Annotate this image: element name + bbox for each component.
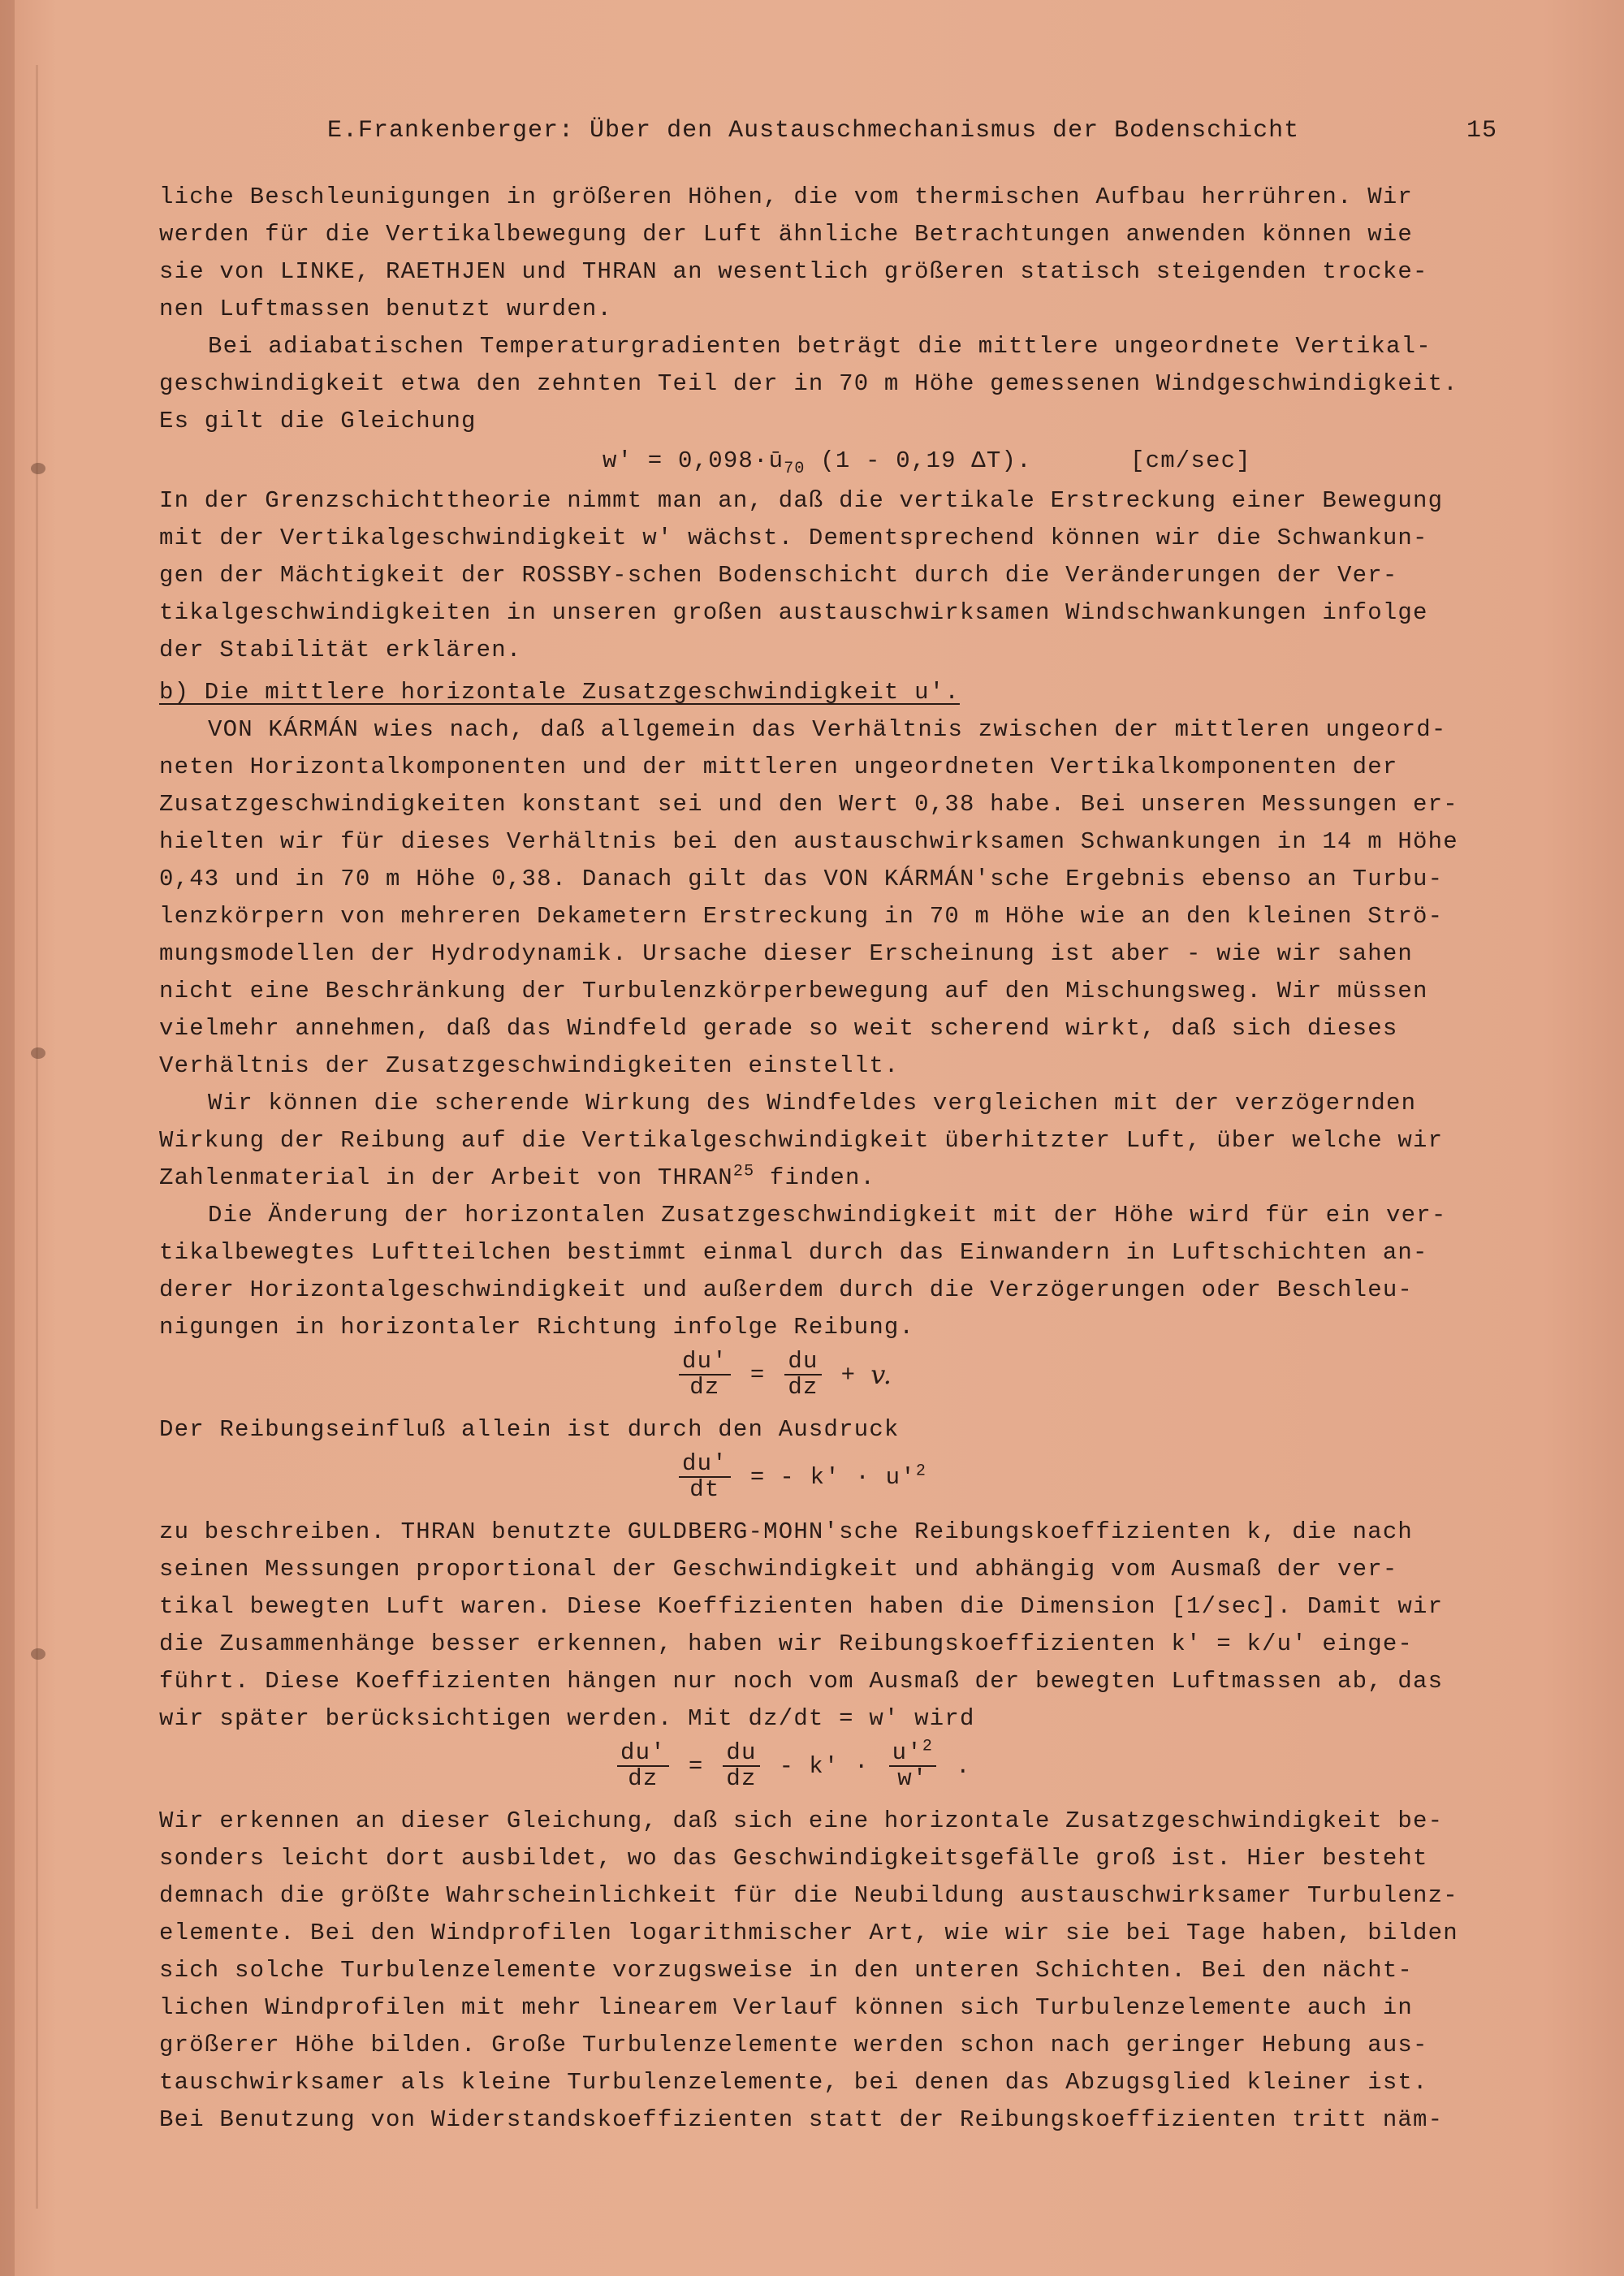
text-line: Verhältnis der Zusatzgeschwindigkeiten einstellt. bbox=[159, 1052, 900, 1079]
running-title: E.Frankenberger: Über den Austauschmechanismus der Bodenschicht bbox=[327, 117, 1300, 145]
equals-sign: = bbox=[749, 1361, 766, 1388]
text-line: Wir können die scherende Wirkung des Windfeldes vergleichen mit der verzögernden bbox=[208, 1090, 1417, 1116]
text-line: die Zusammenhänge besser erkennen, haben wir Reibungskoeffizienten k' = k/u' einge- bbox=[159, 1630, 1414, 1657]
text-line: Zusatzgeschwindigkeiten konstant sei und den Wert 0,38 habe. Bei unseren Messungen er- bbox=[159, 791, 1458, 818]
text-line: mit der Vertikalgeschwindigkeit w' wächst. Dementsprechend können wir die Schwankun- bbox=[159, 525, 1428, 551]
paragraph bbox=[159, 1085, 1491, 1197]
equation-rhs bbox=[780, 1461, 927, 1491]
text-line: gen der Mächtigkeit der ROSSBY-schen Bodenschicht durch die Veränderungen der Ver- bbox=[159, 562, 1398, 589]
text-line: lichen Windprofilen mit mehr linearem Verlauf können sich Turbulenzelemente auch in bbox=[159, 1994, 1414, 2021]
text-line: nigungen in horizontaler Richtung infolge Reibung. bbox=[159, 1314, 915, 1341]
plus-sign: + bbox=[840, 1361, 857, 1388]
fraction bbox=[617, 1741, 669, 1791]
fraction bbox=[784, 1350, 821, 1400]
text-line: sich solche Turbulenzelemente vorzugsweise in den unteren Schichten. Bei den nächt- bbox=[159, 1957, 1414, 1984]
equation-rhs: (1 - 0,19 ΔT). bbox=[805, 447, 1032, 474]
text-line: Die Änderung der horizontalen Zusatzgeschwindigkeit mit der Höhe wird für ein ver- bbox=[208, 1202, 1447, 1229]
equation-subscript: 70 bbox=[784, 459, 806, 478]
text-line: zu beschreiben. THRAN benutzte GULDBERG-MOHN'sche Reibungskoeffizienten k, die nach bbox=[159, 1518, 1414, 1545]
text-line: tauschwirksamer als kleine Turbulenzelemente, bei denen das Abzugsglied kleiner ist. bbox=[159, 2069, 1428, 2096]
text-line: seinen Messungen proportional der Geschwindigkeit und abhängig vom Ausmaß der ver- bbox=[159, 1556, 1398, 1583]
text-line: mungsmodellen der Hydrodynamik. Ursache dieser Erscheinung ist aber - wie wir sahen bbox=[159, 940, 1414, 967]
text-line: Wir erkennen an dieser Gleichung, daß sich eine horizontale Zusatzgeschwindigkeit be- bbox=[159, 1807, 1444, 1834]
numerator: du' bbox=[617, 1741, 669, 1767]
text-line bbox=[159, 1160, 1491, 1197]
fraction bbox=[723, 1741, 759, 1791]
denominator: dz bbox=[726, 1765, 757, 1792]
equation-body bbox=[674, 1350, 892, 1400]
paragraph bbox=[159, 482, 1491, 669]
numerator: du bbox=[784, 1350, 821, 1376]
text-line: Es gilt die Gleichung bbox=[159, 408, 477, 434]
page-edge-shadow bbox=[0, 0, 15, 2276]
binding-edge bbox=[36, 65, 38, 2209]
minus-sign: - bbox=[779, 1752, 795, 1780]
text-line: vielmehr annehmen, daß das Windfeld gerade so weit scherend wirkt, daß sich dieses bbox=[159, 1015, 1398, 1042]
paragraph bbox=[159, 328, 1491, 440]
text-line: sie von LINKE, RAETHJEN und THRAN an wesentlich größeren statisch steigenden trocke- bbox=[159, 258, 1428, 285]
page-body bbox=[159, 179, 1491, 2139]
text-line: nen Luftmassen benutzt wurden. bbox=[159, 296, 613, 322]
numerator: du' bbox=[679, 1350, 731, 1376]
denominator: dz bbox=[628, 1765, 659, 1792]
text-line: 0,43 und in 70 m Höhe 0,38. Danach gilt das VON KÁRMÁN'sche Ergebnis ebenso an Turbu- bbox=[159, 866, 1444, 892]
equation-body bbox=[603, 440, 1032, 482]
text-line: geschwindigkeit etwa den zehnten Teil der in 70 m Höhe gemessenen Windgeschwindigkeit. bbox=[159, 370, 1458, 397]
rhs-text: - k' · u' bbox=[780, 1463, 916, 1491]
paragraph bbox=[159, 179, 1491, 328]
equals-sign: = bbox=[688, 1752, 704, 1780]
text-line: Bei Benutzung von Widerstandskoeffizienten statt der Reibungskoeffizienten tritt näm- bbox=[159, 2106, 1444, 2133]
text-line: liche Beschleunigungen in größeren Höhen, die vom thermischen Aufbau herrühren. Wir bbox=[159, 184, 1414, 210]
fraction bbox=[679, 1350, 731, 1400]
denominator: dz bbox=[689, 1374, 720, 1401]
text-line: wir später berücksichtigen werden. Mit dz/dt = w' wird bbox=[159, 1705, 975, 1732]
text-line: Der Reibungseinfluß allein ist durch den Ausdruck bbox=[159, 1416, 900, 1443]
period: . bbox=[956, 1752, 971, 1780]
text-line: tikalbewegtes Luftteilchen bestimmt einmal durch das Einwandern in Luftschichten an- bbox=[159, 1239, 1428, 1266]
text-line: lenzkörpern von mehreren Dekametern Erstreckung in 70 m Höhe wie an den kleinen Strö- bbox=[159, 903, 1444, 930]
text-line: elemente. Bei den Windprofilen logarithmischer Art, wie wir sie bei Tage haben, bilden bbox=[159, 1920, 1458, 1946]
paragraph bbox=[159, 1197, 1491, 1346]
paragraph bbox=[159, 1803, 1491, 2139]
numerator bbox=[889, 1737, 936, 1767]
text-span: Zahlenmaterial in der Arbeit von THRAN bbox=[159, 1164, 733, 1191]
numerator: du' bbox=[679, 1452, 731, 1478]
denominator: dt bbox=[689, 1476, 720, 1503]
equation-shear bbox=[159, 1346, 1491, 1411]
numerator: du bbox=[723, 1741, 759, 1767]
paragraph bbox=[159, 711, 1491, 1085]
text-line: tikal bewegten Luft waren. Diese Koeffizienten haben die Dimension [1/sec]. Damit wir bbox=[159, 1593, 1444, 1620]
equation-vertical-speed bbox=[159, 440, 1491, 482]
equation-friction bbox=[159, 1449, 1491, 1514]
section-heading-text: b) Die mittlere horizontale Zusatzgeschwindigkeit u'. bbox=[159, 679, 960, 706]
binding-mark bbox=[31, 463, 45, 474]
text-line: demnach die größte Wahrscheinlichkeit für die Neubildung austauschwirksamer Turbulenz- bbox=[159, 1882, 1458, 1909]
equation-unit: [cm/sec] bbox=[1130, 447, 1251, 474]
text-line: werden für die Vertikalbewegung der Luft ähnliche Betrachtungen anwenden können wie bbox=[159, 221, 1414, 248]
text-line: nicht eine Beschränkung der Turbulenzkörperbewegung auf den Mischungsweg. Wir müssen bbox=[159, 978, 1428, 1004]
text-line: größerer Höhe bilden. Große Turbulenzelemente werden schon nach geringer Hebung aus- bbox=[159, 2032, 1428, 2058]
section-heading bbox=[159, 674, 1491, 711]
coefficient: k' · bbox=[809, 1752, 870, 1780]
text-line: hielten wir für dieses Verhältnis bei den austauschwirksamen Schwankungen in 14 m Höhe bbox=[159, 828, 1458, 855]
exponent: 2 bbox=[915, 1461, 927, 1480]
binding-mark bbox=[31, 1047, 45, 1059]
running-header bbox=[0, 117, 1624, 149]
equation-lhs: w' = 0,098·ū bbox=[603, 447, 784, 474]
footnote-reference: 25 bbox=[732, 1162, 755, 1181]
page-number: 15 bbox=[1466, 117, 1498, 145]
text-line: neten Horizontalkomponenten und der mittleren ungeordneten Vertikalkomponenten der bbox=[159, 754, 1398, 780]
binding-mark bbox=[31, 1648, 45, 1660]
denominator: dz bbox=[788, 1374, 818, 1401]
text-line: Wirkung der Reibung auf die Vertikalgeschwindigkeit überhitzter Luft, über welche wir bbox=[159, 1127, 1444, 1154]
text-line: VON KÁRMÁN wies nach, daß allgemein das Verhältnis zwischen der mittleren ungeord- bbox=[208, 716, 1447, 743]
text-line: In der Grenzschichttheorie nimmt man an, daß die vertikale Erstreckung einer Bewegung bbox=[159, 487, 1444, 514]
equation-body bbox=[674, 1452, 926, 1502]
text-line: derer Horizontalgeschwindigkeit und außerdem durch die Verzögerungen oder Beschleu- bbox=[159, 1276, 1414, 1303]
fraction bbox=[679, 1452, 731, 1502]
equation-body bbox=[612, 1737, 971, 1792]
text-line: der Stabilität erklären. bbox=[159, 637, 522, 663]
equation-combined bbox=[159, 1738, 1491, 1803]
text-line: führt. Diese Koeffizienten hängen nur noch vom Ausmaß der bewegten Luftmassen ab, das bbox=[159, 1668, 1444, 1695]
paragraph bbox=[159, 1514, 1491, 1738]
text-line: Bei adiabatischen Temperaturgradienten beträgt die mittlere ungeordnete Vertikal- bbox=[208, 333, 1432, 360]
text-line: tikalgeschwindigkeiten in unseren großen austauschwirksamen Windschwankungen infolge bbox=[159, 599, 1428, 626]
text-line: sonders leicht dort ausbildet, wo das Geschwindigkeitsgefälle groß ist. Hier besteht bbox=[159, 1845, 1428, 1872]
fraction bbox=[889, 1737, 936, 1792]
denominator: w' bbox=[897, 1765, 928, 1792]
numerator-text: u' bbox=[892, 1739, 922, 1766]
exponent: 2 bbox=[922, 1737, 934, 1756]
equals-sign: = bbox=[749, 1463, 766, 1491]
text-span: finden. bbox=[754, 1164, 876, 1191]
nu-term: v. bbox=[870, 1359, 893, 1390]
